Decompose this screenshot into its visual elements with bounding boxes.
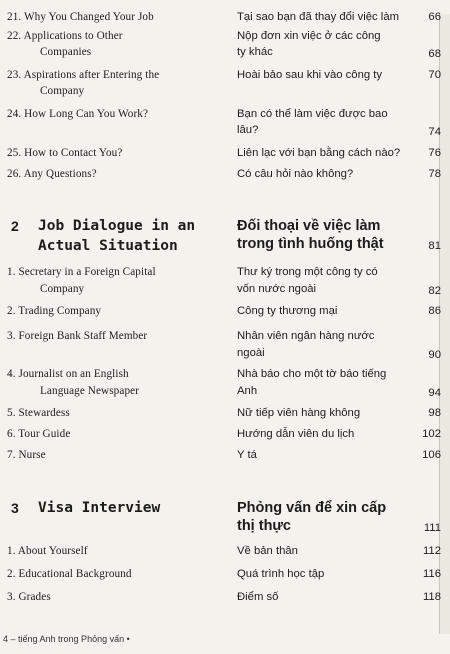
entry-page: 66 bbox=[428, 11, 441, 23]
entry-page: 106 bbox=[422, 449, 441, 461]
entry-en: 5. Stewardess bbox=[7, 407, 70, 419]
entry-en: Company bbox=[40, 283, 85, 295]
entry-page: 116 bbox=[422, 568, 441, 580]
chapter-title-vi: trong tình huống thật bbox=[237, 236, 384, 252]
entry-en: 26. Any Questions? bbox=[7, 168, 97, 180]
entry-page: 102 bbox=[422, 428, 441, 440]
entry-en: 25. How to Contact You? bbox=[7, 147, 123, 159]
entry-vi: Hướng dẫn viên du lịch bbox=[237, 428, 355, 440]
chapter-number: 3 bbox=[11, 500, 19, 516]
entry-page: 70 bbox=[428, 69, 441, 81]
entry-en: 7. Nurse bbox=[7, 449, 46, 461]
entry-vi: Nữ tiếp viên hàng không bbox=[237, 407, 361, 419]
entry-vi: Anh bbox=[237, 385, 258, 397]
entry-en: 6. Tour Guide bbox=[7, 428, 71, 440]
entry-vi: Quá trình học tập bbox=[237, 568, 325, 580]
chapter-page: 81 bbox=[428, 240, 441, 252]
entry-page: 90 bbox=[428, 349, 441, 361]
entry-en: 21. Why You Changed Your Job bbox=[7, 11, 154, 23]
entry-vi: Nhà báo cho một tờ báo tiếng bbox=[237, 368, 387, 380]
entry-page: 118 bbox=[422, 591, 441, 603]
entry-vi: Thư ký trong một công ty có bbox=[237, 266, 378, 278]
entry-en: 3. Foreign Bank Staff Member bbox=[7, 330, 148, 342]
entry-vi: Liên lạc với bạn bằng cách nào? bbox=[237, 147, 401, 159]
entry-vi: Hoài bảo sau khi vào công ty bbox=[237, 69, 383, 81]
entry-en: 1. About Yourself bbox=[7, 545, 88, 557]
entry-en: 23. Aspirations after Entering the bbox=[7, 69, 160, 81]
entry-page: 112 bbox=[422, 545, 441, 557]
entry-vi: Nhân viên ngân hàng nước bbox=[237, 330, 375, 342]
entry-vi: Nộp đơn xin việc ở các công bbox=[237, 30, 381, 42]
entry-vi: Bạn có thể làm việc được bao bbox=[237, 108, 388, 120]
chapter-title-en: Actual Situation bbox=[38, 238, 178, 254]
entry-page: 76 bbox=[428, 147, 441, 159]
chapter-title-vi: thị thực bbox=[237, 518, 291, 534]
entry-vi: lâu? bbox=[237, 124, 259, 136]
chapter-page: 111 bbox=[423, 522, 441, 534]
entry-en: 3. Grades bbox=[7, 591, 51, 603]
entry-vi: Công ty thương mại bbox=[237, 305, 338, 317]
chapter-title-vi: Đối thoại về việc làm bbox=[237, 218, 381, 234]
entry-vi: Y tá bbox=[237, 449, 257, 461]
entry-en: 4. Journalist on an English bbox=[7, 368, 129, 380]
entry-vi: Về bản thân bbox=[237, 545, 298, 557]
entry-en: 2. Educational Background bbox=[7, 568, 132, 580]
entry-page: 98 bbox=[428, 407, 441, 419]
entry-page: 78 bbox=[428, 168, 441, 180]
page-footer: 4 – tiếng Anh trong Phỏng vấn • bbox=[3, 634, 130, 644]
entry-en: 1. Secretary in a Foreign Capital bbox=[7, 266, 156, 278]
entry-vi: Điểm số bbox=[237, 591, 279, 603]
entry-en: 24. How Long Can You Work? bbox=[7, 108, 149, 120]
entry-page: 82 bbox=[428, 285, 441, 297]
chapter-title-vi: Phỏng vấn để xin cấp bbox=[237, 500, 387, 516]
entry-page: 94 bbox=[428, 387, 441, 399]
entry-vi: Có câu hỏi nào không? bbox=[237, 168, 354, 180]
entry-en: Company bbox=[40, 85, 85, 97]
entry-en: 2. Trading Company bbox=[7, 305, 102, 317]
entry-en: Companies bbox=[40, 46, 92, 58]
page-edge bbox=[439, 14, 450, 634]
entry-en: Language Newspaper bbox=[40, 385, 140, 397]
entry-vi: ngoài bbox=[237, 347, 265, 359]
entry-en: 22. Applications to Other bbox=[7, 30, 123, 42]
entry-page: 74 bbox=[428, 126, 441, 138]
entry-page: 86 bbox=[428, 305, 441, 317]
chapter-title-en: Job Dialogue in an bbox=[38, 218, 196, 234]
entry-vi: vốn nước ngoài bbox=[237, 283, 317, 295]
entry-vi: ty khác bbox=[237, 46, 273, 58]
chapter-title-en: Visa Interview bbox=[38, 500, 161, 516]
chapter-number: 2 bbox=[11, 218, 19, 234]
entry-page: 68 bbox=[428, 48, 441, 60]
entry-vi: Tại sao bạn đã thay đổi việc làm bbox=[237, 11, 400, 23]
